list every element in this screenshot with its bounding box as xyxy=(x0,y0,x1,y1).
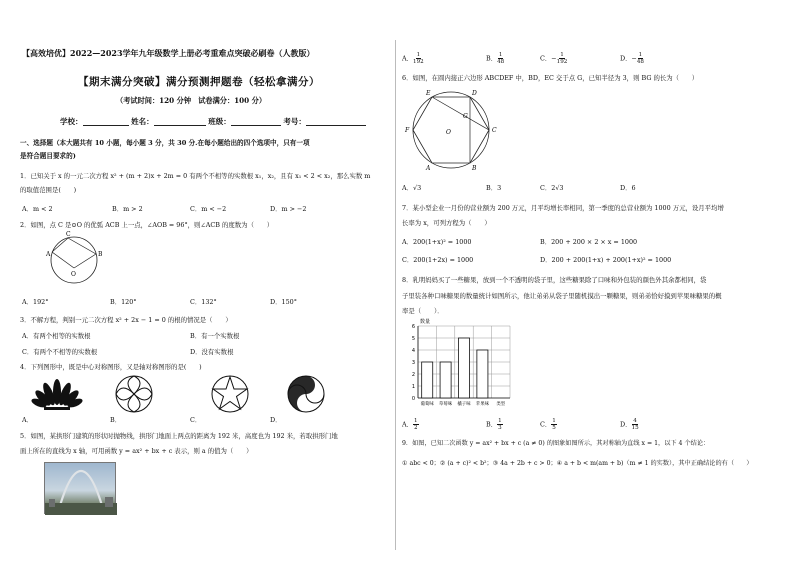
q8-option-d-fraction xyxy=(632,418,639,431)
q8-option-d[interactable] xyxy=(620,418,639,431)
label-a: A xyxy=(426,165,431,172)
q5-option-a-denominator: 192 xyxy=(413,59,424,65)
petal-right xyxy=(134,388,152,400)
q5-option-d[interactable] xyxy=(620,52,644,65)
q6-option-b[interactable]: B．3 xyxy=(486,184,502,192)
q2-option-d[interactable]: D．150° xyxy=(270,298,297,306)
y-axis-label: 数量 xyxy=(420,319,431,325)
column-divider xyxy=(395,40,396,550)
q5-option-d-letter: D．− xyxy=(620,54,637,63)
bar xyxy=(440,362,451,398)
exam-number-field[interactable] xyxy=(306,118,366,126)
segment-ca xyxy=(52,238,68,252)
q6-hexagon-figure xyxy=(404,86,504,172)
label-c: C xyxy=(66,231,71,238)
swirl-circle-icon xyxy=(286,374,326,414)
y-tick-label: 0 xyxy=(411,396,415,402)
name-label: 姓名： xyxy=(131,117,154,126)
q3-option-c[interactable]: C．有两个不相等的实数根 xyxy=(22,348,98,356)
q3-option-a[interactable]: A．有两个相等的实数根 xyxy=(22,332,91,340)
q3-stem: 3．不解方程，判别一元二次方程 x² + 2x − 1 = 0 的根的情况是（ ） xyxy=(20,316,232,324)
arch-illustration xyxy=(45,463,117,515)
q7-option-d[interactable]: D．200 + 200(1+x) + 200(1+x)² = 1000 xyxy=(540,256,672,264)
q8-option-d-letter: D． xyxy=(620,420,632,429)
q5-option-c-fraction xyxy=(557,52,568,65)
q1-option-c[interactable]: C．m < −2 xyxy=(190,205,227,213)
q8-option-c-denominator: 5 xyxy=(552,425,556,431)
q7-option-a[interactable]: A．200(1+x)² = 1000 xyxy=(402,238,472,246)
q5-option-a-letter: A． xyxy=(402,54,414,63)
q5-option-c[interactable] xyxy=(540,52,567,65)
swirl-half xyxy=(288,376,315,412)
q8-option-a-fraction xyxy=(413,418,419,431)
lotus-base xyxy=(44,407,70,410)
y-tick-label: 5 xyxy=(411,336,415,342)
q8-option-b-denominator: 3 xyxy=(498,425,502,431)
q4-option-a[interactable]: A． xyxy=(22,416,34,424)
five-point-star xyxy=(213,377,247,409)
name-field[interactable] xyxy=(154,118,206,126)
q5-option-b-fraction xyxy=(497,52,504,65)
q8-option-c-fraction xyxy=(551,418,557,431)
label-b: B xyxy=(472,165,477,172)
four-petal-circle-icon xyxy=(114,374,154,414)
section1-heading-line1: 一、选择题（本大题共有 10 小题，每小题 3 分，共 30 分.在每小题给出的四个选项中，只有一项 xyxy=(20,139,310,147)
q5-stem-line2: 面上所在的直线为 x 轴，可用函数 y = ax² + bx + c 表示，则 a 的值为（ ） xyxy=(20,447,253,455)
q2-option-c[interactable]: C．132° xyxy=(190,298,217,306)
label-o: O xyxy=(71,271,76,278)
petal-left xyxy=(116,388,134,400)
q8-option-d-numerator: 4 xyxy=(633,418,637,424)
q8-option-c-letter: C． xyxy=(540,420,552,429)
x-tick-label: 苹果味 xyxy=(475,402,489,407)
y-tick-label: 1 xyxy=(411,384,415,390)
q8-option-c-numerator: 1 xyxy=(552,418,556,424)
q9-stem-line1: 9．如图，已知二次函数 y = ax² + bx + c (a ≠ 0) 的图象如图所示，其对称轴为直线 x = 1，以下 4 个结论： xyxy=(402,440,710,447)
q8-option-a[interactable] xyxy=(402,418,419,431)
q3-option-b[interactable]: B．有一个实数根 xyxy=(190,332,240,340)
q9-stem-line2: ① abc < 0；② (a + c)² < b²；③ 4a + 2b + c > 0；④ a + b < m(am + b)（m ≠ 1 的实数），其中正确结论的有（ ） xyxy=(402,460,753,467)
gateway-arch-photo xyxy=(44,462,116,514)
q8-option-a-letter: A． xyxy=(402,420,414,429)
segment-ob xyxy=(74,254,96,268)
bar xyxy=(458,338,469,398)
q8-option-b[interactable] xyxy=(486,418,503,431)
q8-option-d-denominator: 15 xyxy=(631,425,639,431)
series-title: 【高效培优】2022—2023学年九年级数学上册必考重难点突破必刷卷（人教版） xyxy=(22,48,315,58)
label-g: G xyxy=(463,113,468,120)
q5-option-a[interactable] xyxy=(402,52,424,65)
q1-option-d[interactable]: D．m > −2 xyxy=(270,205,307,213)
label-f: F xyxy=(405,127,410,134)
q2-stem: 2．如图，点 C 是⊙O 的优弧 ACB 上一点，∠AOB = 96°，则∠ACB 的度数为（ ） xyxy=(20,221,274,229)
segment-ec xyxy=(432,97,489,130)
q6-option-d[interactable]: D．6 xyxy=(620,184,636,192)
exam-info: （考试时间：120 分钟 试卷满分：100 分） xyxy=(116,96,267,105)
q8-stem-line3: 率是（ ）． xyxy=(402,307,444,315)
q5-option-a-fraction xyxy=(413,52,424,65)
y-tick-label: 2 xyxy=(411,372,415,378)
bar xyxy=(422,362,433,398)
q4-option-d[interactable]: D． xyxy=(270,416,282,424)
q5-stem-line1: 5．如图，某拱形门建筑的形状时抛物线，拱形门地面上两点的距离为 192 米，高度也为 192 米，若取拱形门地 xyxy=(20,432,338,440)
q5-option-d-denominator: 48 xyxy=(636,59,644,65)
petal-bottom xyxy=(128,394,140,412)
class-label: 班级： xyxy=(208,117,231,126)
q5-option-a-numerator: 1 xyxy=(416,52,421,58)
label-d: D xyxy=(472,90,477,97)
q7-stem-line2: 长率为 x，可列方程为（ ） xyxy=(402,219,491,227)
q4-option-b[interactable]: B． xyxy=(110,416,122,424)
q1-stem-line2: 的取值范围是( ) xyxy=(20,186,77,194)
section1-heading-line2: 是符合题目要求的) xyxy=(20,152,76,160)
bar xyxy=(477,350,488,398)
q6-option-c[interactable]: C．2√3 xyxy=(540,184,564,192)
star-in-circle-icon xyxy=(210,374,250,414)
q1-option-a[interactable]: A．m < 2 xyxy=(22,205,53,213)
q8-option-a-numerator: 1 xyxy=(414,418,418,424)
q6-stem: 6．如图，在圆内接正六边形 ABCDEF 中，BD，EC 交于点 G，已知半径为 3，则 BG 的长为（ ） xyxy=(402,74,699,82)
q5-option-c-denominator: 192 xyxy=(556,59,568,65)
label-c: C xyxy=(492,127,497,134)
school-field[interactable] xyxy=(83,118,129,126)
y-tick-label: 6 xyxy=(411,324,415,330)
q4-option-c[interactable]: C． xyxy=(190,416,202,424)
page-title: 【期末满分突破】满分预测押题卷（轻松拿满分） xyxy=(78,76,320,88)
q5-option-b-numerator: 1 xyxy=(498,52,503,58)
class-field[interactable] xyxy=(231,118,281,126)
q1-stem-line1: 1．已知关于 x 的一元二次方程 x² + (m + 2)x + 2m = 0 有两个不相等的实数根 x₁，x₂，且有 x₁ < 2 < x₂，那么实数 m xyxy=(20,172,371,180)
outer-circle xyxy=(212,376,248,412)
q8-option-a-denominator: 2 xyxy=(414,425,418,431)
q8-bar-chart xyxy=(404,316,520,412)
school-label: 学校： xyxy=(60,117,83,126)
label-a: A xyxy=(46,251,51,258)
q8-stem-line1: 8．乳明妈妈买了一些糖果，放到一个不透明的袋子里，这些糖果除了口味和外包装的颜色外其余都相同，袋 xyxy=(402,276,707,284)
label-e: E xyxy=(426,90,431,97)
q5-option-d-numerator: 1 xyxy=(638,52,643,58)
q5-option-c-letter: C．− xyxy=(540,54,557,63)
q5-option-b[interactable] xyxy=(486,52,504,65)
q7-option-b[interactable]: B．200 + 200 × 2 × x = 1000 xyxy=(540,238,638,246)
segment-oa xyxy=(52,252,74,268)
q7-stem-line1: 7．某小型企业一月份的营业额为 200 万元，月平均增长率相同，第一季度的总营业额为 1000 万元，设月平均增 xyxy=(402,204,724,212)
q8-option-b-numerator: 1 xyxy=(498,418,502,424)
q5-option-b-denominator: 48 xyxy=(497,59,505,65)
x-axis-label: 类型 xyxy=(496,402,506,407)
y-tick-label: 4 xyxy=(411,348,415,354)
q5-option-b-letter: B． xyxy=(486,54,498,63)
q8-option-b-letter: B． xyxy=(486,420,498,429)
q5-option-c-numerator: 1 xyxy=(560,52,564,58)
x-tick-label: 橘子味 xyxy=(457,402,471,407)
q8-option-c[interactable] xyxy=(540,418,557,431)
y-tick-label: 3 xyxy=(411,360,415,366)
q2-circle-figure xyxy=(46,230,120,292)
label-o: O xyxy=(446,129,451,136)
q1-option-b[interactable]: B．m > 2 xyxy=(112,205,143,213)
student-info-row xyxy=(60,118,366,126)
q5-option-d-fraction xyxy=(637,52,644,65)
building xyxy=(105,497,113,507)
exam-number-label: 考号： xyxy=(283,117,306,126)
q6-option-a[interactable]: A．√3 xyxy=(402,184,422,192)
x-tick-label: 葡萄味 xyxy=(420,402,434,407)
lotus-shape-icon xyxy=(34,376,80,412)
q8-option-b-fraction xyxy=(497,418,503,431)
x-tick-label: 草莓味 xyxy=(439,402,453,407)
q8-stem-line2: 子里装各种口味糖果的数量统计如图所示，他让弟弟从袋子里随机摸出一颗糖果，则弟弟恰好摸到苹果味糖果的概 xyxy=(402,292,722,300)
q2-option-a[interactable]: A．192° xyxy=(22,298,49,306)
q3-option-d[interactable]: D．没有实数根 xyxy=(190,348,234,356)
petal-top xyxy=(128,376,140,394)
regular-hexagon xyxy=(413,97,489,163)
building xyxy=(49,499,55,507)
circumscribed-circle xyxy=(413,92,489,168)
label-b: B xyxy=(98,251,103,258)
q2-option-b[interactable]: B．120° xyxy=(110,298,137,306)
q4-stem: 4．下列图形中，既是中心对称图形，又是轴对称图形的是( ) xyxy=(20,363,202,371)
q7-option-c[interactable]: C．200(1+2x) = 1000 xyxy=(402,256,474,264)
